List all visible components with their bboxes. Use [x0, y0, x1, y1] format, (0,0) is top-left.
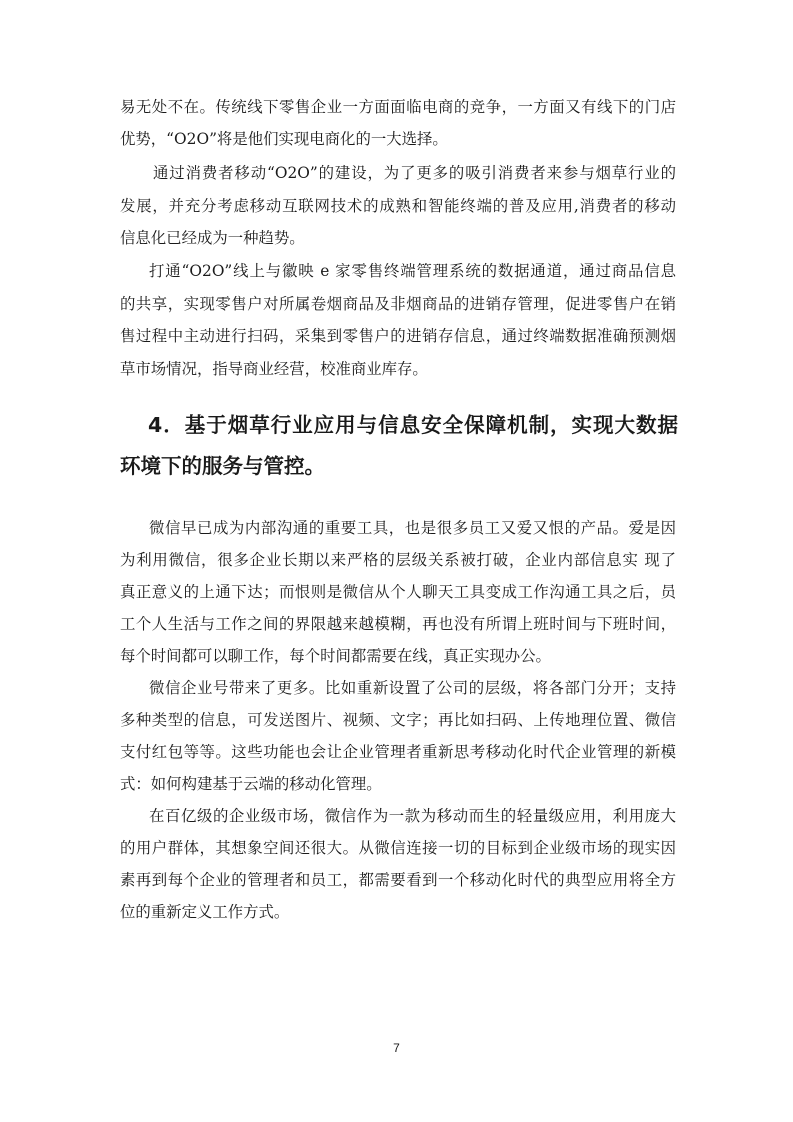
paragraph-line: 易无处不在。传统线下零售企业一方面面临电商的竞争，一方面又有线下的门店	[120, 98, 676, 116]
paragraph-line: 优势，“O2O”将是他们实现电商化的一大选择。	[120, 130, 448, 148]
paragraph-line: 通过消费者移动“O2O”的建设，为了更多的吸引消费者来参与烟草行业的	[153, 164, 676, 182]
paragraph-line: 的共享，实现零售户对所属卷烟商品及非烟商品的进销存管理，促进零售户在销	[120, 295, 676, 313]
section-heading-line: 环境下的服务与管控。	[120, 454, 325, 478]
paragraph-line: 微信企业号带来了更多。比如重新设置了公司的层级，将各部门分开；支持	[149, 679, 676, 697]
paragraph-line: 多种类型的信息，可发送图片、视频、文字；再比如扫码、上传地理位置、微信	[120, 711, 676, 729]
page-number: 7	[393, 1041, 400, 1055]
paragraph-line: 素再到每个企业的管理者和员工，都需要看到一个移动化时代的典型应用将全方	[120, 871, 676, 889]
paragraph-line: 在百亿级的企业级市场，微信作为一款为移动而生的轻量级应用，利用庞大	[149, 807, 676, 825]
section-heading-line: 4．基于烟草行业应用与信息安全保障机制，实现大数据	[148, 413, 678, 437]
paragraph-line: 售过程中主动进行扫码，采集到零售户的进销存信息，通过终端数据准确预测烟	[120, 327, 676, 345]
paragraph-line: 信息化已经成为一种趋势。	[120, 229, 305, 247]
paragraph-line: 的用户群体，其想象空间还很大。从微信连接一切的目标到企业级市场的现实因	[120, 839, 676, 857]
paragraph-line: 支付红包等等。这些功能也会让企业管理者重新思考移动化时代企业管理的新模	[120, 743, 676, 761]
paragraph-line: 微信早已成为内部沟通的重要工具，也是很多员工又爱又恨的产品。爱是因	[149, 519, 676, 537]
paragraph-line: 工个人生活与工作之间的界限越来越模糊，再也没有所谓上班时间与下班时间，	[120, 615, 676, 633]
paragraph-line: 位的重新定义工作方式。	[120, 903, 290, 921]
paragraph-line: 式：如何构建基于云端的移动化管理。	[120, 775, 382, 793]
paragraph-line: 打通“O2O”线上与徽映 e 家零售终端管理系统的数据通道，通过商品信息	[149, 262, 676, 280]
paragraph-line: 真正意义的上通下达；而恨则是微信从个人聊天工具变成工作沟通工具之后，员	[120, 583, 676, 601]
paragraph-line: 为利用微信，很多企业长期以来严格的层级关系被打破，企业内部信息实 现了	[120, 551, 676, 569]
paragraph-line: 每个时间都可以聊工作，每个时间都需要在线，真正实现办公。	[120, 647, 551, 665]
paragraph-line: 草市场情况，指导商业经营，校准商业库存。	[120, 360, 428, 378]
paragraph-line: 发展，并充分考虑移动互联网技术的成熟和智能终端的普及应用,消费者的移动	[120, 197, 676, 215]
